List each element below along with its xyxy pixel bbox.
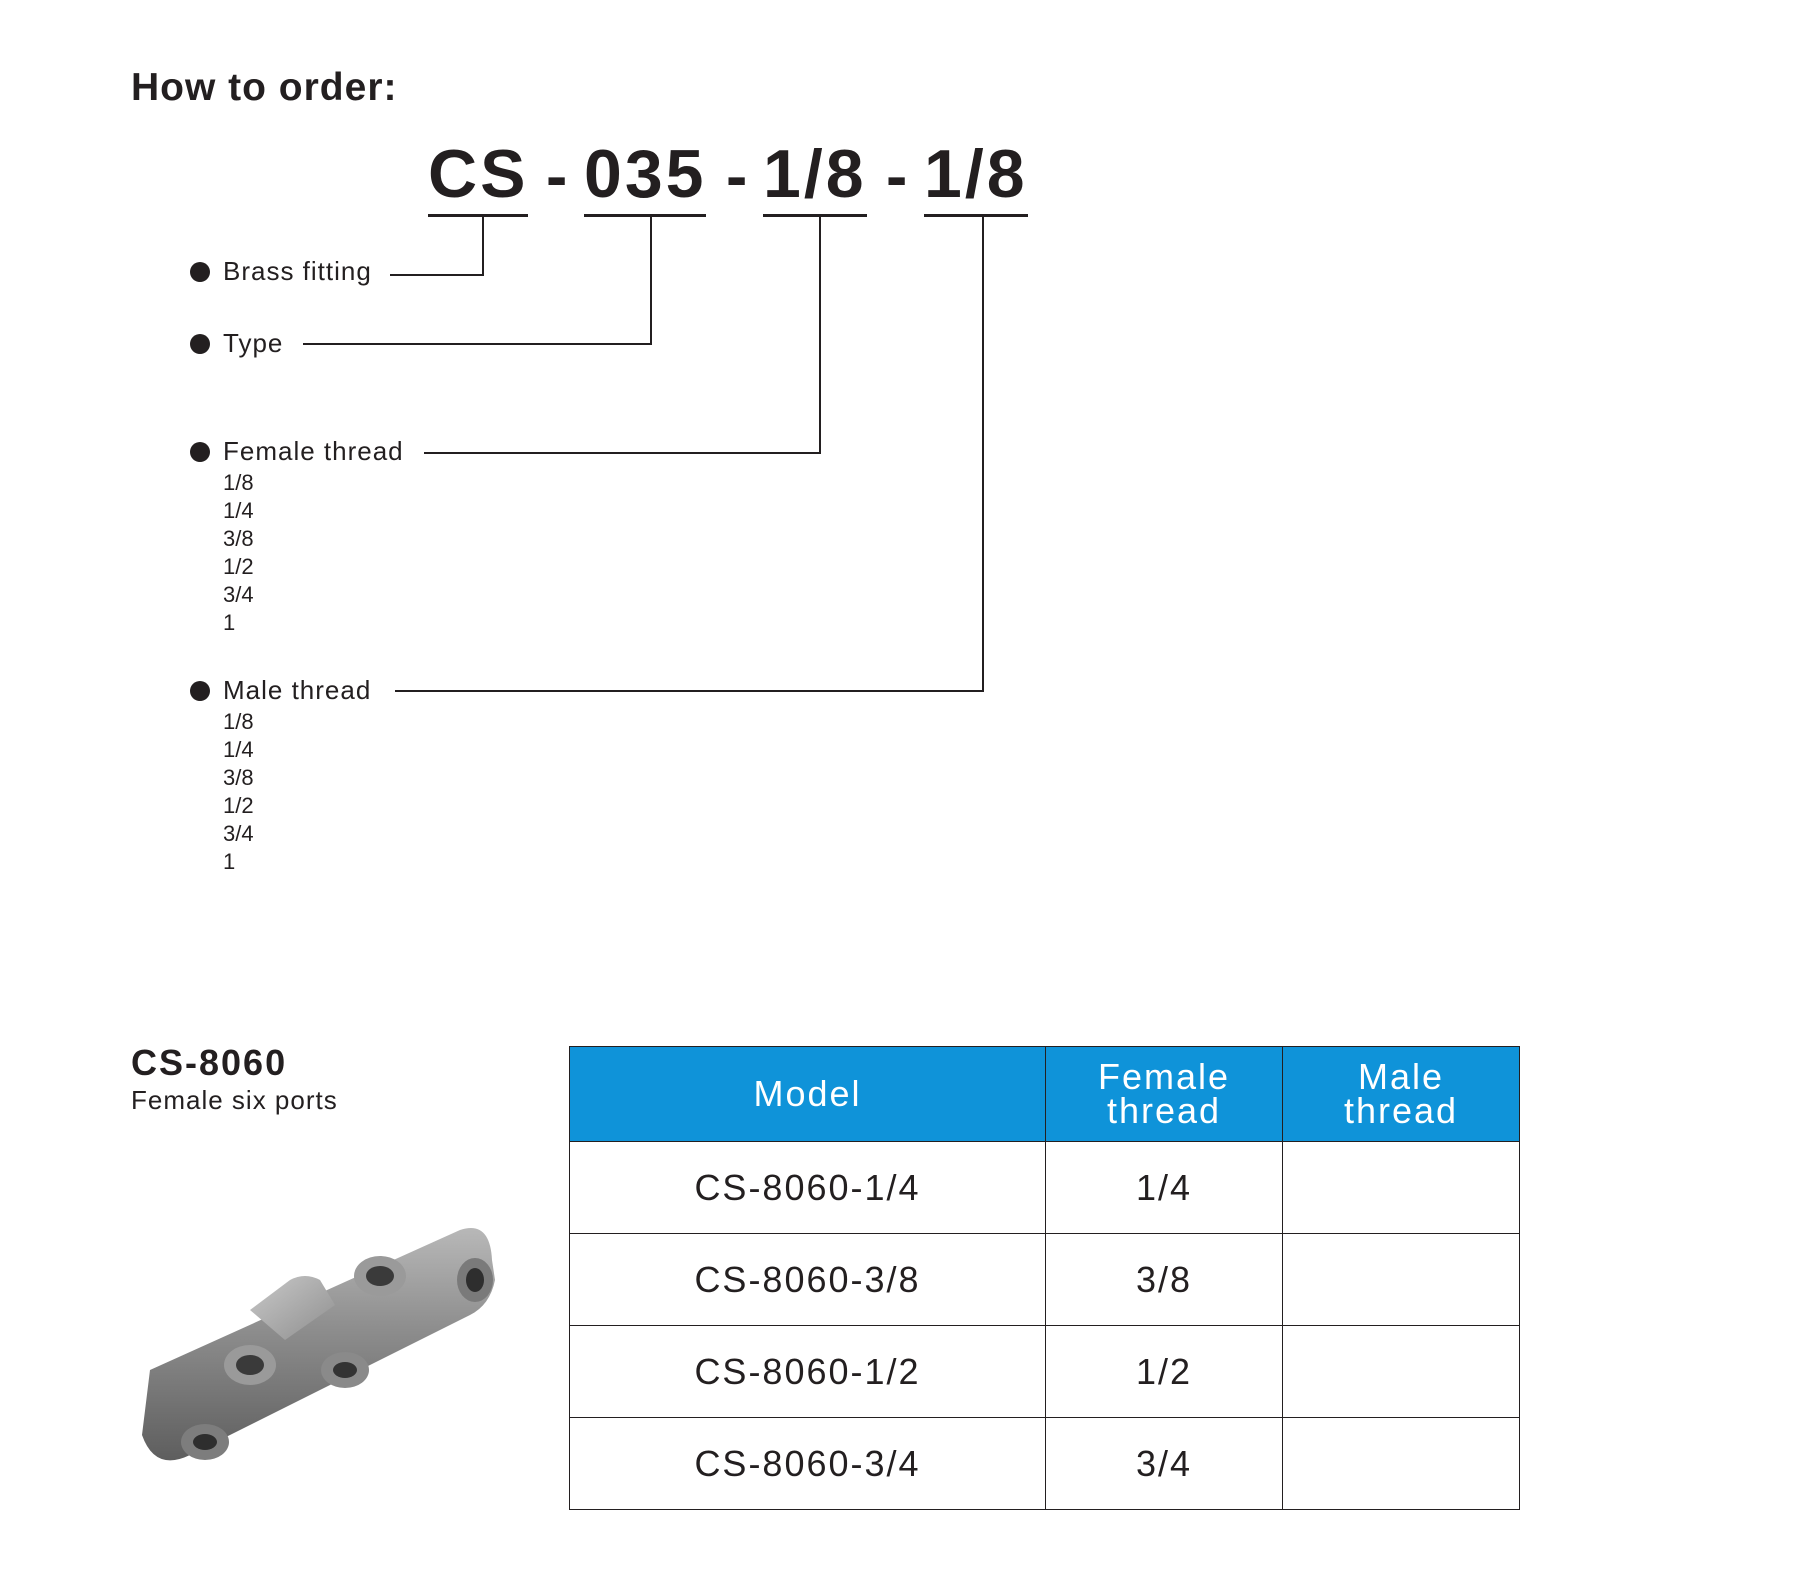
leader-line-female-horizontal — [424, 452, 821, 454]
male-thread-options — [223, 708, 254, 876]
legend-brass-fitting: Brass fitting — [223, 256, 372, 286]
order-code-segment-type: 035 — [584, 140, 706, 208]
cell-female-thread: 1/4 — [1046, 1142, 1283, 1234]
leader-line-type-horizontal — [303, 343, 652, 345]
cell-model: CS-8060-1/2 — [570, 1326, 1046, 1418]
female-thread-option: 3/8 — [223, 526, 254, 551]
order-code-separator: - — [546, 140, 571, 212]
legend-male-thread: Male thread — [223, 675, 372, 705]
male-thread-option: 3/4 — [223, 821, 254, 846]
bullet-icon — [190, 262, 210, 282]
leader-line-male-horizontal — [395, 690, 984, 692]
cell-female-thread: 1/2 — [1046, 1326, 1283, 1418]
product-photo — [130, 1210, 510, 1480]
leader-line-type-vertical — [650, 216, 652, 345]
female-thread-options — [223, 469, 254, 637]
spec-table — [569, 1046, 1520, 1510]
table-row — [570, 1142, 1520, 1234]
cell-male-thread — [1283, 1234, 1520, 1326]
cell-model: CS-8060-3/4 — [570, 1418, 1046, 1510]
column-header-female-thread: Female thread — [1046, 1047, 1283, 1142]
cell-model: CS-8060-3/8 — [570, 1234, 1046, 1326]
female-thread-option: 1 — [223, 610, 236, 635]
cell-male-thread — [1283, 1418, 1520, 1510]
column-header-model: Model — [570, 1047, 1046, 1142]
order-code-segment-cs: CS — [428, 140, 528, 208]
table-row — [570, 1418, 1520, 1510]
male-thread-option: 1/4 — [223, 737, 254, 762]
cell-female-thread: 3/8 — [1046, 1234, 1283, 1326]
table-row — [570, 1326, 1520, 1418]
bullet-icon — [190, 334, 210, 354]
legend-female-thread: Female thread — [223, 436, 404, 466]
female-thread-option: 1/2 — [223, 554, 254, 579]
leader-line-brass-horizontal — [390, 274, 484, 276]
female-thread-option: 1/4 — [223, 498, 254, 523]
male-thread-option: 1 — [223, 849, 236, 874]
leader-line-female-vertical — [819, 216, 821, 454]
page-title: How to order: — [131, 66, 398, 109]
legend-type: Type — [223, 328, 284, 358]
male-thread-option: 3/8 — [223, 765, 254, 790]
male-thread-option: 1/8 — [223, 709, 254, 734]
order-code-separator: - — [726, 140, 751, 212]
order-code-segment-male: 1/8 — [924, 140, 1028, 208]
cell-male-thread — [1283, 1142, 1520, 1234]
bullet-icon — [190, 442, 210, 462]
table-row — [570, 1234, 1520, 1326]
cell-model: CS-8060-1/4 — [570, 1142, 1046, 1234]
table-header-row — [570, 1047, 1520, 1142]
product-description: Female six ports — [131, 1085, 338, 1115]
column-header-male-thread: Male thread — [1283, 1047, 1520, 1142]
male-thread-option: 1/2 — [223, 793, 254, 818]
order-code-segment-female: 1/8 — [763, 140, 867, 208]
female-thread-option: 3/4 — [223, 582, 254, 607]
product-model: CS-8060 — [131, 1042, 288, 1083]
cell-male-thread — [1283, 1326, 1520, 1418]
leader-line-male-vertical — [982, 216, 984, 692]
cell-female-thread: 3/4 — [1046, 1418, 1283, 1510]
leader-line-brass-vertical — [482, 216, 484, 275]
female-thread-option: 1/8 — [223, 470, 254, 495]
order-code-separator: - — [886, 140, 911, 212]
bullet-icon — [190, 681, 210, 701]
